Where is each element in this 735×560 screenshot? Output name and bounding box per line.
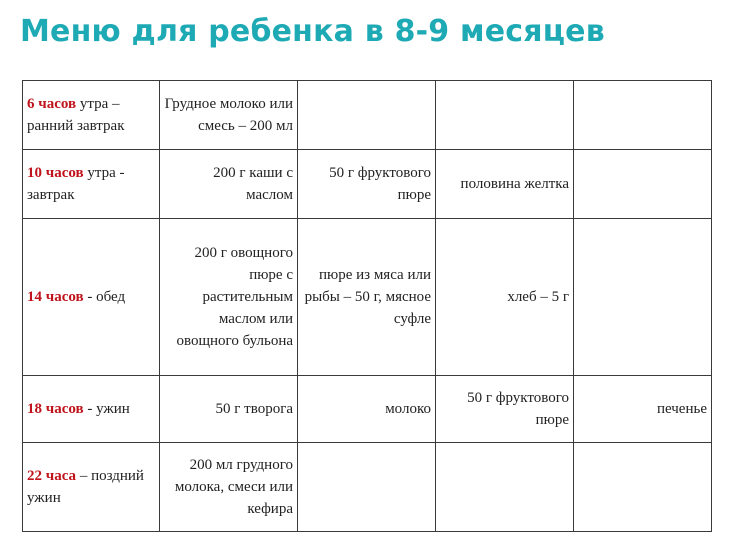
food-cell xyxy=(298,443,436,532)
meal-time: 14 часов xyxy=(27,289,84,305)
food-cell: молоко xyxy=(298,376,436,443)
table-row xyxy=(23,219,712,376)
food-cell xyxy=(574,81,712,150)
food-cell: половина желтка xyxy=(436,150,574,219)
meal-time-cell xyxy=(23,443,160,532)
meal-time-cell xyxy=(23,376,160,443)
food-cell xyxy=(574,443,712,532)
meal-time: 6 часов xyxy=(27,96,77,112)
meal-label: утра - завтрак xyxy=(27,165,125,203)
menu-table xyxy=(22,80,712,532)
meal-time: 22 часа xyxy=(27,468,77,484)
food-cell xyxy=(574,219,712,376)
food-cell xyxy=(436,443,574,532)
food-cell: 50 г фруктового пюре xyxy=(298,150,436,219)
food-cell: хлеб – 5 г xyxy=(436,219,574,376)
page-title: Меню для ребенка в 8-9 месяцев xyxy=(20,14,605,49)
food-cell: 50 г фруктового пюре xyxy=(436,376,574,443)
meal-label: - ужин xyxy=(83,401,130,417)
food-cell: печенье xyxy=(574,376,712,443)
food-cell: 200 г овощного пюре с растительным маслом или овощного бульона xyxy=(160,219,298,376)
meal-label: – поздний ужин xyxy=(27,468,144,506)
food-cell xyxy=(574,150,712,219)
meal-time: 10 часов xyxy=(27,165,84,181)
table-row xyxy=(23,443,712,532)
food-cell: 200 г каши с маслом xyxy=(160,150,298,219)
meal-time: 18 часов xyxy=(27,401,84,417)
food-cell xyxy=(298,81,436,150)
meal-label: - обед xyxy=(83,289,126,305)
food-cell: пюре из мяса или рыбы – 50 г, мясное суфле xyxy=(298,219,436,376)
table-row xyxy=(23,81,712,150)
table-row xyxy=(23,376,712,443)
food-cell xyxy=(436,81,574,150)
table-row xyxy=(23,150,712,219)
food-cell: 200 мл грудного молока, смеси или кефира xyxy=(160,443,298,532)
food-cell: 50 г творога xyxy=(160,376,298,443)
meal-label: утра – ранний завтрак xyxy=(27,96,125,134)
food-cell: Грудное молоко или смесь – 200 мл xyxy=(160,81,298,150)
meal-time-cell xyxy=(23,150,160,219)
meal-time-cell xyxy=(23,81,160,150)
meal-time-cell xyxy=(23,219,160,376)
